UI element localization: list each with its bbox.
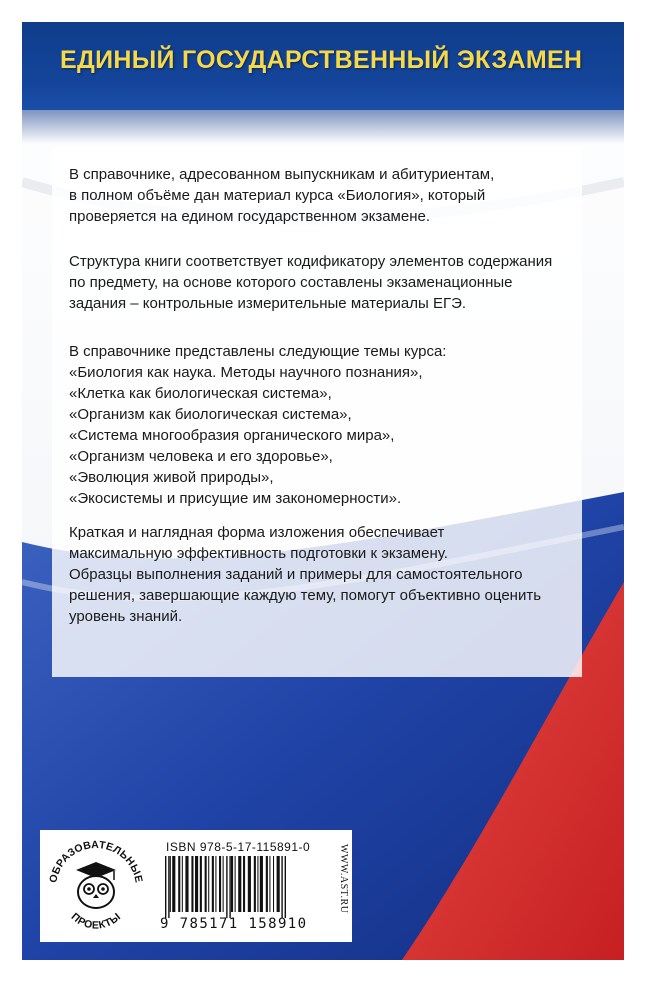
- text-line: по предмету, на основе которого составлены экзаменационные: [69, 274, 513, 291]
- svg-text:ПРОЕКТЫ: [69, 911, 124, 932]
- barcode-bar: [208, 856, 209, 912]
- text-line: В справочнике, адресованном выпускникам и абитуриентам,: [69, 166, 495, 183]
- barcode-bar: [178, 856, 180, 912]
- header-shadow: [22, 110, 624, 144]
- barcode-image: [162, 856, 328, 918]
- barcode-bar: [165, 856, 166, 918]
- barcode-bar: [257, 856, 258, 912]
- topic-line: «Клетка как биологическая система»,: [69, 385, 332, 402]
- barcode-bar: [191, 856, 193, 912]
- owl-scholar-icon: [76, 862, 116, 908]
- text-line: в полном объёме дан материал курса «Биология», который: [69, 187, 486, 204]
- barcode-bar: [182, 856, 183, 912]
- intro-paragraph: [69, 164, 579, 227]
- text-line: решения, завершающие каждую тему, помогут объективно оценить: [69, 587, 542, 604]
- publisher-logo: [42, 832, 150, 940]
- structure-paragraph: [69, 251, 579, 314]
- barcode-bar: [170, 856, 171, 912]
- barcode-bar: [260, 856, 263, 912]
- barcode-block: [40, 830, 352, 942]
- barcode-bar: [235, 856, 236, 912]
- text-line: задания – контрольные измерительные материалы ЕГЭ.: [69, 295, 467, 312]
- topic-line: «Организм человека и его здоровье»,: [69, 448, 333, 465]
- barcode-bar: [168, 856, 169, 918]
- barcode-bar: [219, 856, 221, 912]
- topics-paragraph: [69, 341, 579, 509]
- barcode-bar: [231, 856, 233, 912]
- barcode-bar: [269, 856, 270, 912]
- text-line: уровень знаний.: [69, 608, 183, 625]
- publisher-website: WWW.AST.RU: [338, 844, 349, 914]
- barcode-bar: [172, 856, 175, 912]
- topic-line: «Система многообразия органического мира»,: [69, 427, 395, 444]
- text-line: максимальную эффективность подготовки к экзамену.: [69, 545, 448, 562]
- barcode-bar: [212, 856, 214, 912]
- barcode-bar: [248, 856, 251, 912]
- barcode-bar: [215, 856, 216, 912]
- barcode-bar: [195, 856, 198, 912]
- topic-line: «Организм как биологическая система»,: [69, 406, 352, 423]
- barcode-bar: [243, 856, 245, 912]
- barcode-bar: [285, 856, 286, 918]
- text-line: Краткая и наглядная форма изложения обеспечивает: [69, 524, 445, 541]
- logo-text-bottom: ПРОЕКТЫ: [68, 910, 124, 932]
- barcode-bar: [226, 856, 227, 918]
- barcode-bar: [277, 856, 280, 912]
- barcode-bar: [205, 856, 207, 912]
- topic-line: «Экосистемы и присущие им закономерности».: [69, 490, 402, 507]
- text-line: Структура книги соответствует кодификатору элементов содержания: [69, 253, 553, 270]
- text-line: проверяется на едином государственном экзамене.: [69, 208, 431, 225]
- text-line: В справочнике представлены следующие темы курса:: [69, 343, 447, 360]
- barcode-bar: [229, 856, 230, 918]
- series-title: ЕДИНЫЙ ГОСУДАРСТВЕННЫЙ ЭКЗАМЕН: [60, 46, 583, 74]
- barcode-bar: [223, 856, 224, 912]
- topic-line: «Биология как наука. Методы научного познания»,: [69, 364, 423, 381]
- barcode-bar: [238, 856, 241, 912]
- barcode-bar: [266, 856, 268, 912]
- topic-line: «Эволюция живой природы»,: [69, 469, 274, 486]
- text-line: Образцы выполнения заданий и примеры для самостоятельного: [69, 566, 523, 583]
- summary-paragraph: [69, 522, 579, 627]
- barcode-bar: [281, 856, 282, 918]
- barcode-bar: [200, 856, 202, 912]
- isbn-label: ISBN 978-5-17-115891-0: [166, 840, 311, 854]
- barcode-digits: 9 785171 158910: [160, 916, 308, 932]
- book-back-cover: [22, 22, 624, 960]
- barcode-bar: [273, 856, 274, 912]
- barcode-bar: [254, 856, 256, 912]
- logo-text-top: ОБРАЗОВАТЕЛЬНЫЕ: [47, 838, 145, 884]
- description-panel: [52, 147, 582, 677]
- barcode-bar: [185, 856, 188, 912]
